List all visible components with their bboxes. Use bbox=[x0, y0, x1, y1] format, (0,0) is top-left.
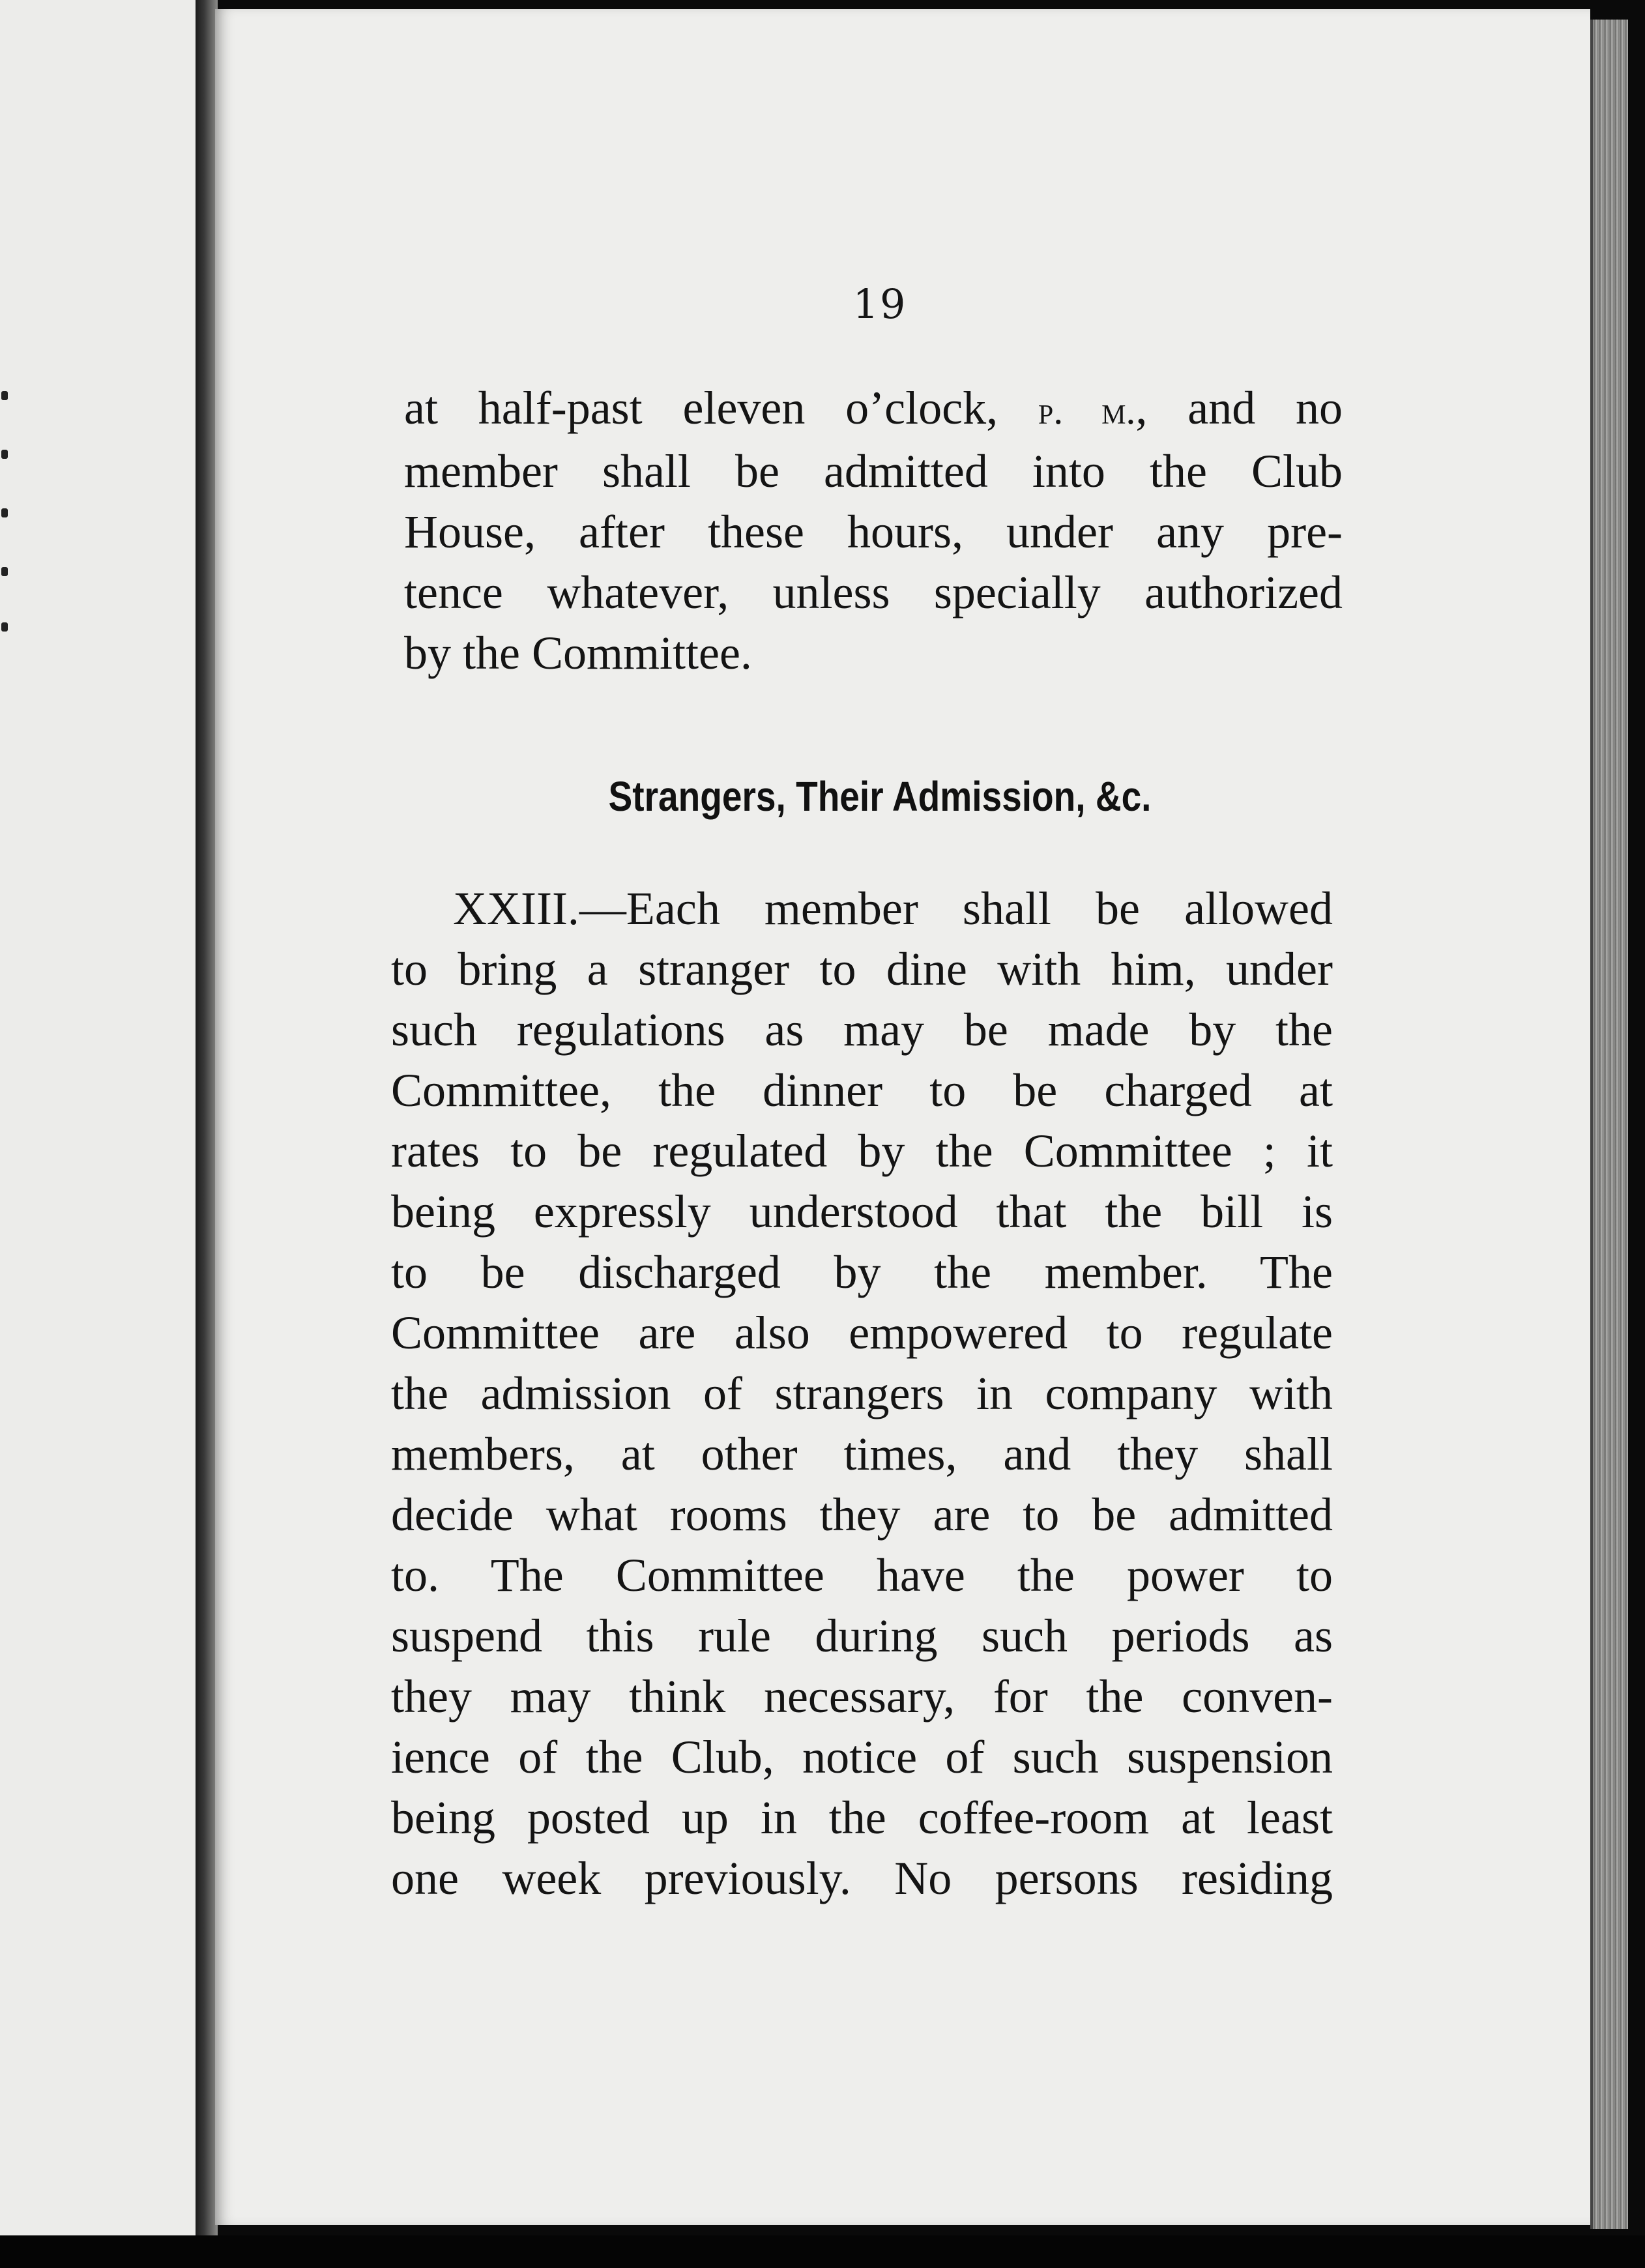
text-line: suspend this rule during such periods as bbox=[391, 1610, 1333, 1662]
text-line: members, at other times, and they shall bbox=[391, 1428, 1333, 1480]
scan-border bbox=[0, 2235, 1645, 2268]
page-edge-stack bbox=[1590, 20, 1628, 2229]
edge-mark bbox=[1, 622, 8, 632]
text-line: to bring a stranger to dine with him, under bbox=[391, 943, 1333, 995]
edge-mark bbox=[1, 508, 8, 517]
rule-xxiii-paragraph bbox=[391, 879, 1333, 1909]
text-line: they may think necessary, for the conven- bbox=[391, 1670, 1333, 1723]
text-line: to. The Committee have the power to bbox=[391, 1549, 1333, 1601]
page-number: 19 bbox=[852, 280, 907, 328]
section-heading: Strangers, Their Admission, &c. bbox=[608, 773, 1152, 820]
continued-paragraph bbox=[404, 378, 1343, 684]
text-line: Committee are also empowered to regulate bbox=[391, 1307, 1333, 1359]
text-line: member shall be admitted into the Club bbox=[404, 445, 1343, 497]
text-line: ience of the Club, notice of such suspension bbox=[391, 1731, 1333, 1783]
edge-mark bbox=[1, 567, 8, 576]
time-abbreviation: p. m. bbox=[1038, 389, 1136, 432]
book-gutter bbox=[196, 0, 218, 2235]
text-line: one week previously. No persons residing bbox=[391, 1852, 1333, 1904]
text-line: being expressly understood that the bill is bbox=[391, 1185, 1333, 1238]
text-line: decide what rooms they are to be admitted bbox=[391, 1489, 1333, 1541]
text-line: XXIII.—Each member shall be allowed bbox=[453, 882, 1333, 935]
text-line: being posted up in the coffee-room at least bbox=[391, 1792, 1333, 1844]
text-line: to be discharged by the member. The bbox=[391, 1246, 1333, 1298]
text-line: tence whatever, unless specially authorized bbox=[404, 566, 1343, 618]
facing-page-edge bbox=[0, 0, 199, 2235]
text-line: the admission of strangers in company with bbox=[391, 1367, 1333, 1419]
edge-mark bbox=[1, 391, 8, 400]
text-line: Committee, the dinner to be charged at bbox=[391, 1064, 1333, 1116]
text-line: House, after these hours, under any pre- bbox=[404, 506, 1343, 558]
edge-mark bbox=[1, 450, 8, 459]
text-line: by the Committee. bbox=[404, 627, 752, 679]
text-line: such regulations as may be made by the bbox=[391, 1004, 1333, 1056]
text-line: rates to be regulated by the Committee ; it bbox=[391, 1125, 1333, 1177]
text-line: at half-past eleven o’clock, p. m., and no bbox=[404, 382, 1343, 434]
